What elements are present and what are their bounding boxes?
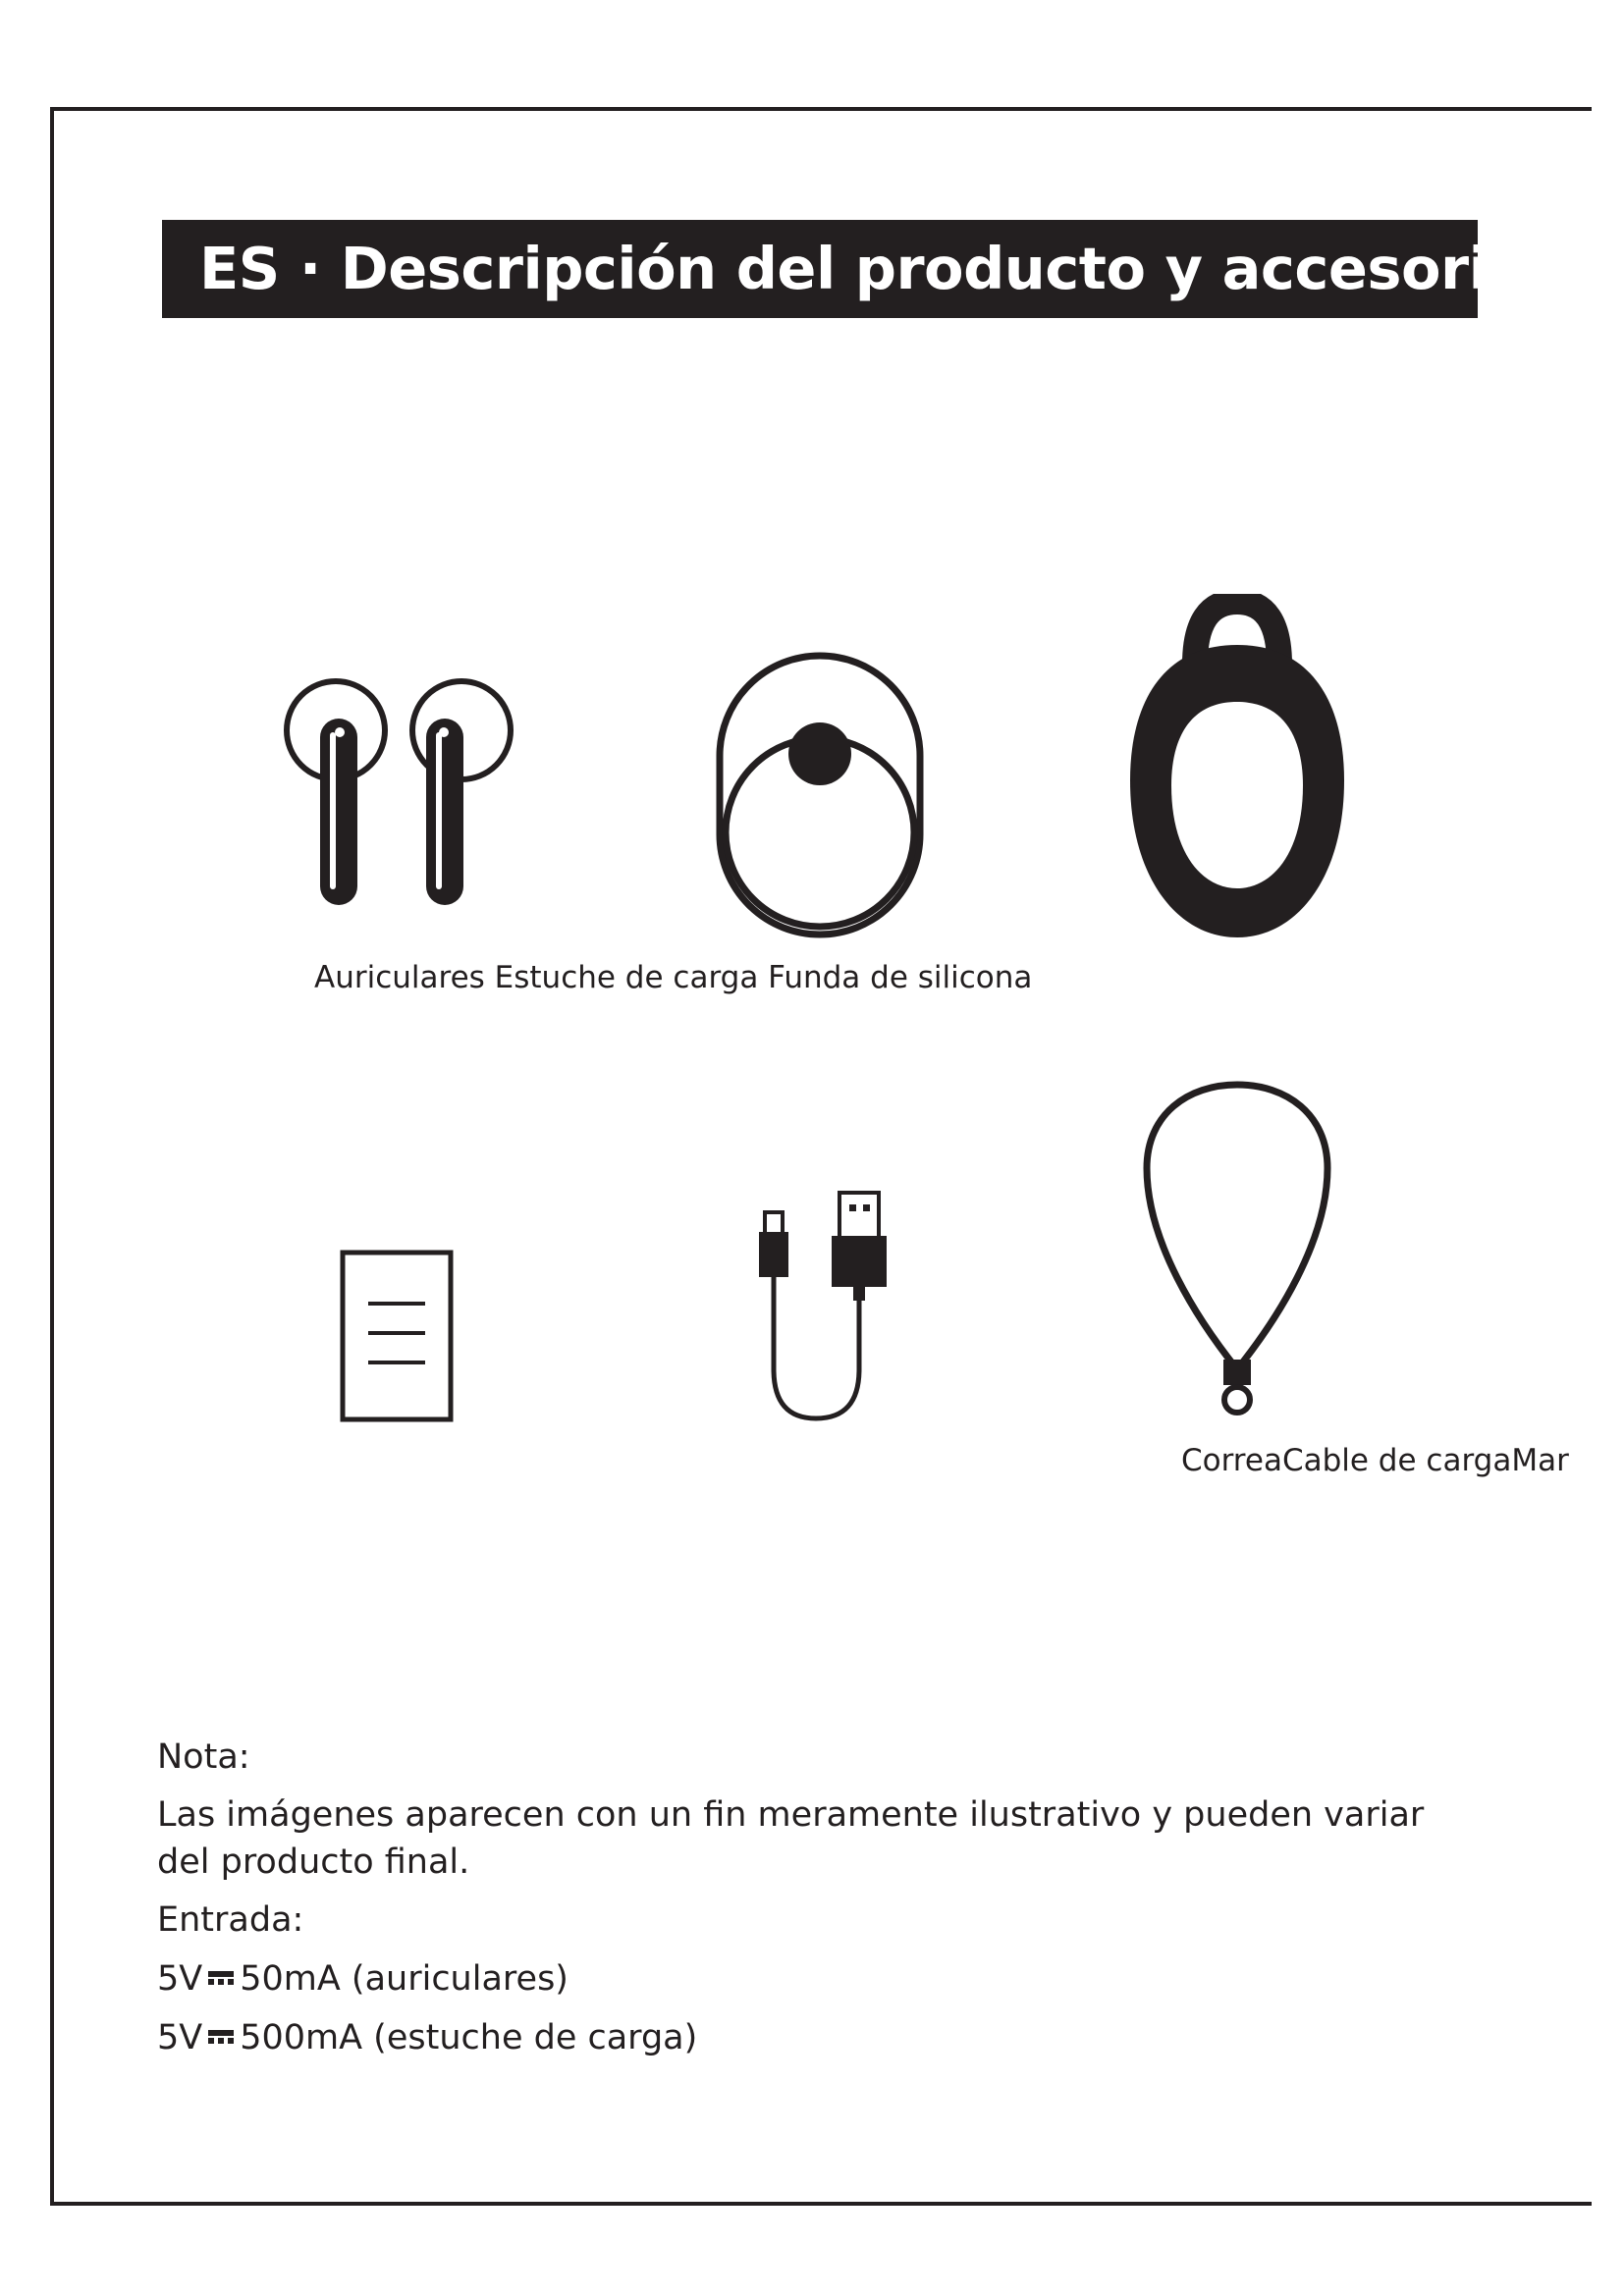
earbuds-icon [275, 667, 530, 913]
charging-cable-icon [751, 1183, 898, 1428]
input2-current: 500mA (estuche de carga) [240, 2018, 698, 2057]
input1-current: 50mA (auriculares) [240, 1959, 568, 1999]
input1-voltage: 5V [157, 1959, 203, 1999]
dc-symbol-icon [208, 2030, 234, 2044]
input-spec-case [157, 2013, 1434, 2062]
nota-text: Las imágenes aparecen con un fin meramente ilustrativo y pueden variar del producto final. [157, 1795, 1425, 1882]
nota-label: Nota: [157, 1737, 250, 1777]
page-title: ES · Descripción del producto y accesorios [199, 235, 1561, 302]
row1-caption: Auriculares Estuche de carga Funda de silicona [314, 960, 1033, 995]
charging-case-icon [712, 648, 928, 942]
entrada-label: Entrada: [157, 1900, 304, 1940]
input-spec-earbuds [157, 1954, 1434, 2003]
row2-caption: CorreaCable de cargaMar [1181, 1443, 1569, 1478]
silicone-cover-icon [1124, 594, 1350, 942]
notes-section [157, 1733, 1434, 2072]
section-title-bar [162, 220, 1561, 318]
input2-voltage: 5V [157, 2018, 203, 2057]
strap-icon [1139, 1075, 1335, 1423]
manual-icon [339, 1249, 455, 1423]
dc-symbol-icon [208, 1971, 234, 1985]
